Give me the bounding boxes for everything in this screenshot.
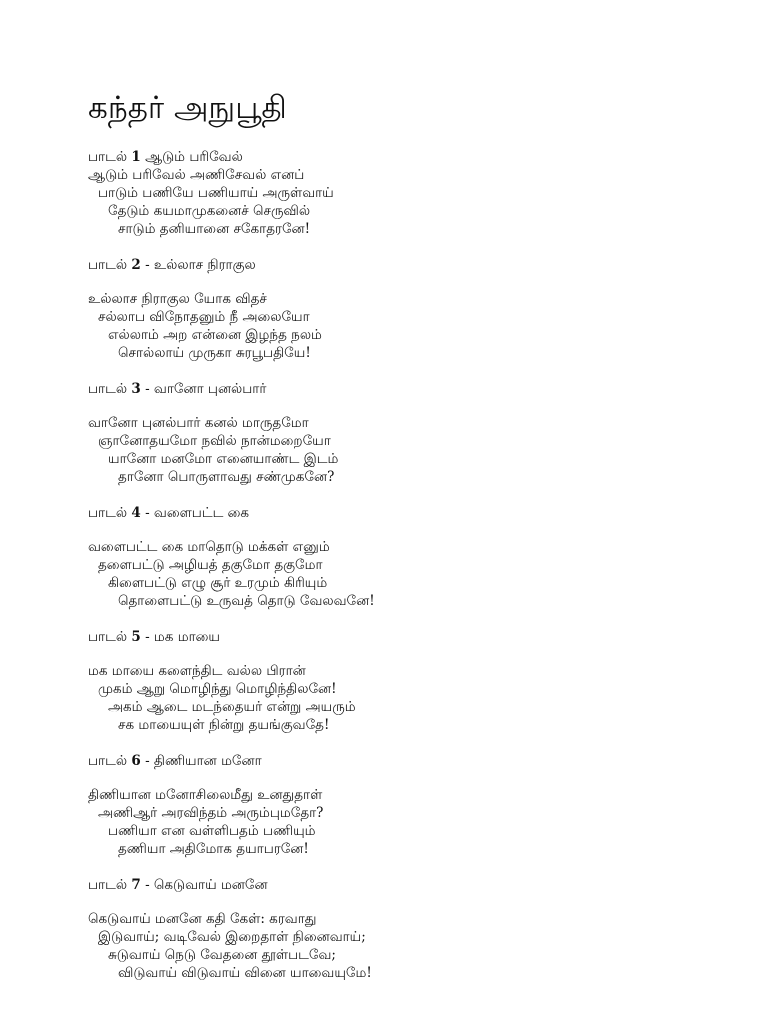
verse-label: பாடல் <box>88 629 128 645</box>
verse-line: கிளைபட்டு எழு சூர் உரமும் கிரியும் <box>108 575 328 591</box>
verse-block <box>88 876 768 982</box>
verse-line: சாடும் தனியானை சகோதரனே! <box>118 221 311 237</box>
verse-line: ஞானோதயமோ நவில் நான்மறையோ <box>98 433 331 449</box>
verse-number: 7 <box>131 877 141 893</box>
verse-heading <box>88 752 768 770</box>
verse-block <box>88 148 768 238</box>
verse-line: யானோ மனமோ எனையாண்ட இடம் <box>108 451 339 467</box>
verse-list <box>88 148 768 982</box>
verse-line: திணியான மனோசிலைமீது உனதுதாள் <box>88 787 323 803</box>
verse-number: 6 <box>131 753 141 769</box>
verse-heading <box>88 504 768 522</box>
verse-label: பாடல் <box>88 877 128 893</box>
verse-number: 5 <box>131 629 141 645</box>
verse-line: விடுவாய் விடுவாய் வினை யாவையுமே! <box>118 965 372 981</box>
verse-line: வளைபட்ட கை மாதொடு மக்கள் எனும் <box>88 539 330 555</box>
verse-label: பாடல் <box>88 505 128 521</box>
verse-line: அகம் ஆடை மடந்தையர் என்று அயரும் <box>108 699 356 715</box>
verse-heading <box>88 628 768 646</box>
verse-block <box>88 504 768 610</box>
verse-line: அணிஆர் அரவிந்தம் அரும்புமதோ? <box>98 805 324 821</box>
verse-line: சல்லாப விநோதனும் நீ அலையோ <box>98 309 310 325</box>
verse-name: ஆடும் பரிவேல் <box>145 149 243 165</box>
verse-line: தணியா அதிமோக தயாபரனே! <box>118 841 309 857</box>
verse-heading <box>88 148 768 166</box>
verse-line: பணியா என வள்ளிபதம் பணியும் <box>108 823 316 839</box>
verse-name: - உல்லாச நிராகுல <box>145 257 256 273</box>
verse-label: பாடல் <box>88 149 128 165</box>
verse-line: எல்லாம் அற என்னை இழந்த நலம் <box>108 327 322 343</box>
verse-name: - திணியான மனோ <box>145 753 262 769</box>
verse-line: சொல்லாய் முருகா சுரபூபதியே! <box>118 345 311 361</box>
verse-line: மக மாயை களைந்திட வல்ல பிரான் <box>88 663 306 679</box>
verse-name: - மக மாயை <box>145 629 220 645</box>
verse-line: சுடுவாய் நெடு வேதனை தூள்படவே; <box>108 947 336 963</box>
verse-heading <box>88 876 768 894</box>
verse-block <box>88 752 768 858</box>
verse-label: பாடல் <box>88 381 128 397</box>
verse-line: முகம் ஆறு மொழிந்து மொழிந்திலனே! <box>98 681 337 697</box>
verse-line: பாடும் பணியே பணியாய் அருள்வாய் <box>98 185 334 201</box>
verse-heading <box>88 256 768 274</box>
verse-number: 3 <box>131 381 141 397</box>
verse-label: பாடல் <box>88 753 128 769</box>
verse-line: வானோ புனல்பார் கனல் மாருதமோ <box>88 415 309 431</box>
verse-line: ஆடும் பரிவேல் அணிசேவல் எனப் <box>88 167 305 183</box>
verse-number: 2 <box>131 257 141 273</box>
verse-line: தொளைபட்டு உருவத் தொடு வேலவனே! <box>118 593 375 609</box>
verse-block <box>88 628 768 734</box>
verse-block <box>88 380 768 486</box>
verse-line: தேடும் கயமாமுகனைச் செருவில் <box>108 203 311 219</box>
verse-label: பாடல் <box>88 257 128 273</box>
verse-name: - வானோ புனல்பார் <box>145 381 267 397</box>
verse-name: - கெடுவாய் மனனே <box>145 877 268 893</box>
verse-line: தளைபட்டு அழியத் தகுமோ தகுமோ <box>98 557 323 573</box>
verse-line: இடுவாய்; வடிவேல் இறைதாள் நினைவாய்; <box>98 929 366 945</box>
verse-number: 1 <box>131 149 141 165</box>
document-title: கந்தர் அநுபூதி <box>88 90 287 126</box>
verse-line: கெடுவாய் மனனே கதி கேள்: கரவாது <box>88 911 317 927</box>
verse-line: உல்லாச நிராகுல யோக விதச் <box>88 291 267 307</box>
verse-block <box>88 256 768 362</box>
verse-name: - வளைபட்ட கை <box>145 505 250 521</box>
verse-number: 4 <box>131 505 141 521</box>
verse-line: தானோ பொருளாவது சண்முகனே? <box>118 469 335 485</box>
verse-heading <box>88 380 768 398</box>
verse-line: சக மாயையுள் நின்று தயங்குவதே! <box>118 717 330 733</box>
